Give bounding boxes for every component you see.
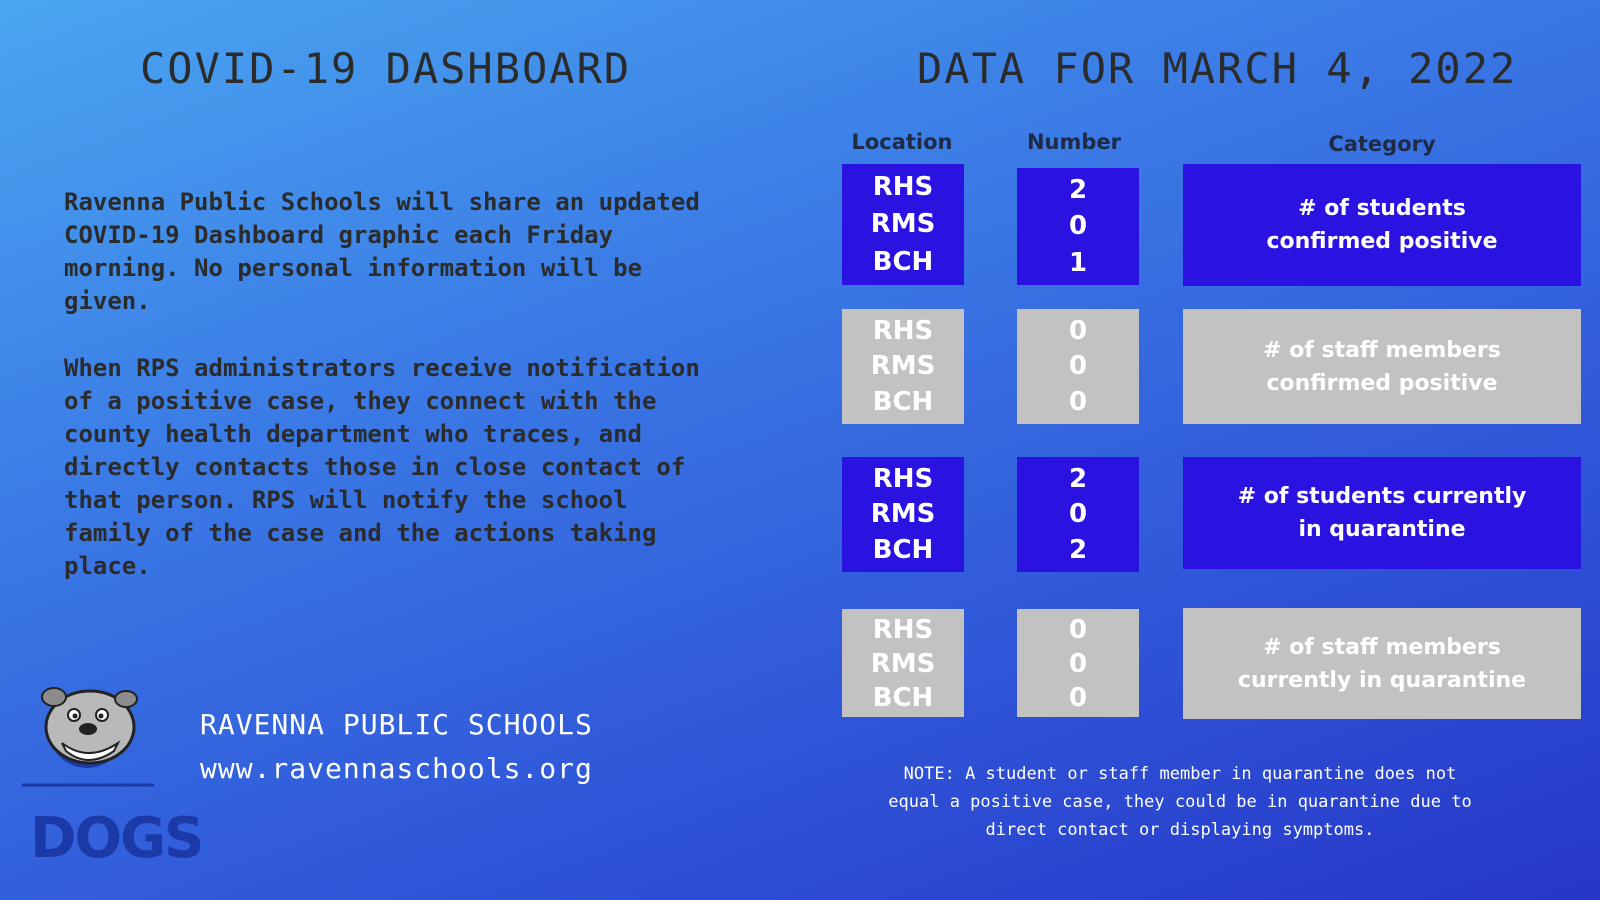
number-cell-staff-quarantine: 0 0 0: [1017, 609, 1139, 717]
quarantine-note: NOTE: A student or staff member in quarantine does not equal a positive case, they could be in quarantine due to direct contact or displaying symptoms.: [888, 764, 1472, 840]
school-website[interactable]: www.ravennaschools.org: [200, 752, 593, 785]
category-staff-in-quarantine: # of staff members currently in quarantine: [1183, 608, 1581, 719]
category-column-header: Category: [1328, 132, 1436, 156]
number-cell-students-positive: 2 0 1: [1017, 168, 1139, 285]
category-students-confirmed-positive: # of students confirmed positive: [1183, 164, 1581, 286]
number-column-header: Number: [1026, 130, 1122, 154]
logo-text: DOGS: [30, 806, 203, 871]
category-students-in-quarantine: # of students currently in quarantine: [1183, 457, 1581, 569]
category-staff-confirmed-positive: # of staff members confirmed positive: [1183, 309, 1581, 424]
number-cell-students-quarantine: 2 0 2: [1017, 457, 1139, 572]
location-cell-students-quarantine: RHS RMS BCH: [842, 457, 964, 572]
location-cell-staff-positive: RHS RMS BCH: [842, 309, 964, 424]
location-cell-students-positive: RHS RMS BCH: [842, 164, 964, 285]
school-name: RAVENNA PUBLIC SCHOOLS: [200, 708, 593, 741]
bulldog-logo-icon: [22, 685, 203, 885]
location-column-header: Location: [851, 130, 953, 154]
location-cell-staff-quarantine: RHS RMS BCH: [842, 609, 964, 717]
number-cell-staff-positive: 0 0 0: [1017, 309, 1139, 424]
data-date-title: DATA FOR MARCH 4, 2022: [917, 44, 1518, 93]
dashboard-title: COVID-19 DASHBOARD: [140, 44, 632, 93]
intro-paragraph-2: When RPS administrators receive notification of a positive case, they connect with the county health department who traces, and directly contacts those in close contact of that person. RPS will notify the school family of the case and the actions taking place.: [64, 354, 700, 580]
intro-paragraph-1: Ravenna Public Schools will share an updated COVID-19 Dashboard graphic each Friday morning. No personal information will be given.: [64, 188, 700, 315]
